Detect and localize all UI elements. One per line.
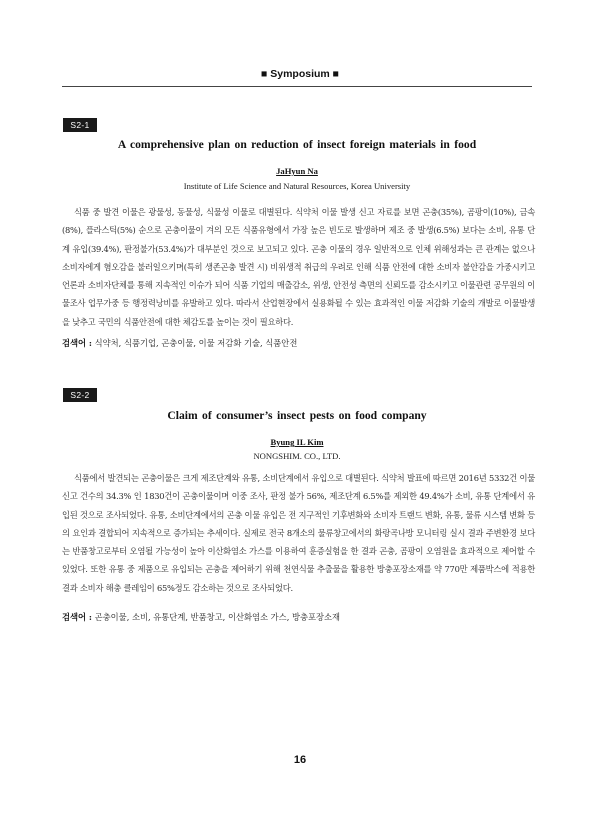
keywords-line <box>62 337 535 349</box>
author-name: Byung IL Kim <box>270 437 324 447</box>
keywords-line <box>62 611 535 623</box>
keywords-text: 식약처, 식품기업, 곤충이물, 이물 저감화 기술, 식품안전 <box>94 338 298 348</box>
header-rule <box>62 86 532 87</box>
paper-title: Claim of consumer’s insect pests on food company <box>167 409 427 422</box>
page-number: 16 <box>293 754 307 766</box>
author-affiliation: NONGSHIM. CO., LTD. <box>253 451 341 461</box>
running-header: ■ Symposium ■ <box>260 68 340 80</box>
session-code-badge: S2-1 <box>63 118 97 132</box>
session-code-badge: S2-2 <box>63 388 97 402</box>
abstract-text: 식품 중 발견 이물은 광물성, 동물성, 식물성 이물로 대별된다. 식약처 이물 발생 신고 자료를 보면 곤충(35%), 곰팡이(10%), 금속(8%), 플라스틱(5%) 순으로 곤충이물이 겨의 모든 식품유형에서 가장 높은 빈도로 발생하며 제조 중 발생(6.5%) 보다는 소비, 유통 단계 유입(39.4%), 판정불가(53.4%)가 대부분인 것으로 보고되고 있다. 곤충 이물의 경우 일반적으로 인체 위해성과는 큰 관계는 없으나 소비자에게 혐오감을 불러일으키며(특히 생존곤충 발견 시) 비위생적 취급의 우려로 인해 식품 안전에 대한 소비자 불안감을 가중시키고 언론과 소비자단체를 통해 지속적인 이슈가 되어 식품 기업의 매출감소, 위생, 안전성 측면의 신뢰도를 감소시키고 이물관련 공무원의 이물조사 업무가중 등 행정력낭비를 유발하고 있다. 따라서 산업현장에서 실용화될 수 있는 효과적인 이물 저감화 기술의 개발로 이물발생을 낮추고 국민의 식품안전에 대한 체감도를 높이는 것이 필요하다. <box>62 207 535 327</box>
abstract-text: 식품에서 발견되는 곤충이물은 크게 제조단계와 유통, 소비단계에서 유입으로 대별된다. 식약처 발표에 따르면 2016년 5332건 이물신고 건수의 34.3% 인 1830건이 곤충이물이며 이중 조사, 판정 불가 56%, 제조단계 6.5%를 제외한 49.4%가 소비, 유통 단계에서 유입된 것으로 조사되었다. 유통, 소비단계에서의 곤충 이물 유입은 전 지구적인 기후변화와 소비자 트랜드 변화, 유통, 물류 시스템 변화 등의 요인과 결합되어 지속적으로 증가되는 추세이다. 실제로 전국 8개소의 물류창고에서의 화랑곡나방 모니터링 실시 결과 주변환경 보다는 반품창고로부터 오염될 가능성이 높아 이산화염소 가스를 이용하여 훈증실험을 한 결과 곤충, 곰팡이 오염원을 효과적으로 제어할 수 있었다. 또한 유통 중 제품으로 유입되는 곤충을 제어하기 위해 천연식물 추출물을 활용한 방충포장소재를 약 770만 제품박스에 적용한 결과 소비자 해충 클레임이 65%정도 감소하는 것으로 조사되었다. <box>62 473 535 593</box>
author-affiliation: Institute of Life Science and Natural Resources, Korea University <box>183 181 411 191</box>
keywords-label: 검색어 : <box>62 612 92 622</box>
author-name: JaHyun Na <box>276 166 318 176</box>
keywords-label: 검색어 : <box>62 338 92 348</box>
paper-title: A comprehensive plan on reduction of insect foreign materials in food <box>117 138 477 151</box>
keywords-text: 곤충이물, 소비, 유통단계, 반품창고, 이산화염소 가스, 방충포장소재 <box>94 612 341 622</box>
